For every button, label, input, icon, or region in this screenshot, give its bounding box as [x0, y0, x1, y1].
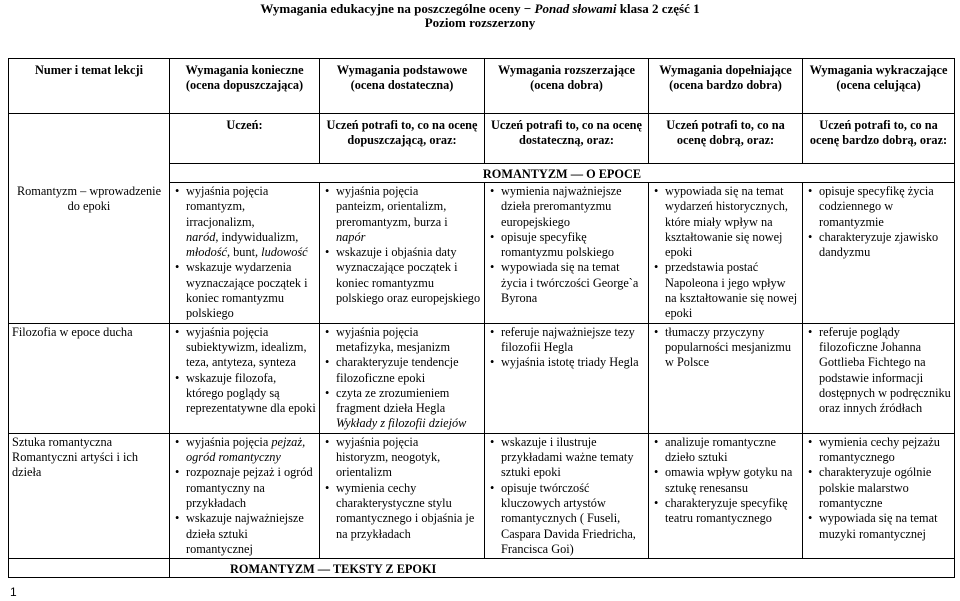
- subheader-extended: Uczeń potrafi to, co na ocenę dostateczną, oraz:: [485, 114, 649, 164]
- column-header-extended: Wymagania rozszerzające (ocena dobra): [485, 59, 649, 114]
- table-row: [9, 323, 955, 433]
- list-item: • przedstawia postać Napoleona i jego wpływ na kształtowanie się nowej epoki: [665, 260, 799, 321]
- cell-extended: [485, 433, 649, 558]
- section-banner-bottom: [9, 559, 955, 578]
- lesson-topic: Sztuka romantyczna Romantyczni artyści i ich dzieła: [9, 433, 170, 558]
- column-header-supplementary: Wymagania dopełniające (ocena bardzo dobra): [649, 59, 803, 114]
- subheader-empty: [9, 114, 170, 164]
- list-item: • wskazuje wydarzenia wyznaczające początek i koniec romantyzmu polskiego: [186, 260, 316, 321]
- list-item: • wymienia najważniejsze dzieła preromantyzmu europejskiego: [501, 184, 645, 230]
- subheader-supplementary: Uczeń potrafi to, co na ocenę dobrą, oraz:: [649, 114, 803, 164]
- column-header-row: [9, 59, 955, 114]
- list-item: • analizuje romantyczne dzieło sztuki: [665, 435, 799, 466]
- list-item: • wyjaśnia pojęcia pejzaż, ogród romantyczny: [186, 435, 316, 466]
- list-item: • wyjaśnia istotę triady Hegla: [501, 355, 645, 370]
- cell-beyond: [803, 323, 955, 433]
- cell-required: [170, 433, 320, 558]
- column-header-topic: Numer i temat lekcji: [9, 59, 170, 114]
- cell-supplementary: [649, 433, 803, 558]
- list-item: • wypowiada się na temat muzyki romantycznej: [819, 511, 951, 542]
- subheader-basic: Uczeń potrafi to, co na ocenę dopuszczającą, oraz:: [320, 114, 485, 164]
- lesson-topic: Romantyzm – wprowadzenie do epoki: [9, 183, 170, 324]
- cell-beyond: [803, 183, 955, 324]
- list-item: • wypowiada się na temat wydarzeń historycznych, które miały wpływ na kształtowanie się nowej epoki: [665, 184, 799, 260]
- list-item: • referuje najważniejsze tezy filozofii Hegla: [501, 325, 645, 356]
- requirements-table: [8, 58, 955, 578]
- document-title: Wymagania edukacyjne na poszczególne oceny − Ponad słowami klasa 2 część 1: [260, 1, 700, 16]
- cell-basic: [320, 323, 485, 433]
- subheader-required: Uczeń:: [170, 114, 320, 164]
- section-title-epoch: ROMANTYZM — O EPOCE: [170, 164, 955, 183]
- list-item: • opisuje specyfikę romantyzmu polskiego: [501, 230, 645, 261]
- list-item: • wyjaśnia pojęcia metafizyka, mesjanizm: [336, 325, 481, 356]
- list-item: • wskazuje najważniejsze dzieła sztuki romantycznej: [186, 511, 316, 557]
- list-item: • omawia wpływ gotyku na sztukę renesansu: [665, 465, 799, 496]
- list-item: • wyjaśnia pojęcia panteizm, orientalizm, preromantyzm, burza i napór: [336, 184, 481, 245]
- list-item: • opisuje twórczość kluczowych artystów romantycznych ( Fuseli, Caspara Davida Friedricha, Francisca Goi): [501, 481, 645, 557]
- list-item: • referuje poglądy filozoficzne Johanna Gottlieba Fichtego na podstawie informacji dostępnych w podręczniku oraz innych źródłach: [819, 325, 951, 417]
- document-level: Poziom rozszerzony: [424, 15, 536, 30]
- list-item: • charakteryzuje ogólnie polskie malarstwo romantyczne: [819, 465, 951, 511]
- list-item: • czyta ze zrozumieniem fragment dzieła Hegla Wykłady z filozofii dziejów: [336, 386, 481, 432]
- page-number: 1: [10, 585, 17, 599]
- cell-supplementary: [649, 183, 803, 324]
- table-row: [9, 433, 955, 558]
- cell-basic: [320, 433, 485, 558]
- column-header-required: Wymagania konieczne (ocena dopuszczająca): [170, 59, 320, 114]
- list-item: • charakteryzuje zjawisko dandyzmu: [819, 230, 951, 261]
- table-row: [9, 183, 955, 324]
- cell-extended: [485, 323, 649, 433]
- list-item: • wskazuje filozofa, którego poglądy są reprezentatywne dla epoki: [186, 371, 316, 417]
- subheader-beyond: Uczeń potrafi to, co na ocenę bardzo dobrą, oraz:: [803, 114, 955, 164]
- cell-beyond: [803, 433, 955, 558]
- list-item: • wyjaśnia pojęcia historyzm, neogotyk, orientalizm: [336, 435, 481, 481]
- list-item: • wskazuje i ilustruje przykładami ważne tematy sztuki epoki: [501, 435, 645, 481]
- subheader-row: [9, 114, 955, 164]
- list-item: • rozpoznaje pejzaż i ogród romantyczny na przykładach: [186, 465, 316, 511]
- list-item: • charakteryzuje tendencje filozoficzne epoki: [336, 355, 481, 386]
- list-item: • wyjaśnia pojęcia romantyzm, irracjonalizm, naród, indywidualizm, młodość, bunt, ludowość: [186, 184, 316, 260]
- column-header-beyond: Wymagania wykraczające (ocena celująca): [803, 59, 955, 114]
- list-item: • wymienia cechy charakterystyczne stylu romantycznego i objaśnia je na przykładach: [336, 481, 481, 542]
- section-title-texts: ROMANTYZM — TEKSTY Z EPOKI: [170, 559, 955, 578]
- list-item: • tłumaczy przyczyny popularności mesjanizmu w Polsce: [665, 325, 799, 371]
- cell-required: [170, 323, 320, 433]
- list-item: • wskazuje i objaśnia daty wyznaczające początek i koniec romantyzmu polskiego oraz europejskiego: [336, 245, 481, 306]
- cell-basic: [320, 183, 485, 324]
- list-item: • opisuje specyfikę życia codziennego w romantyzmie: [819, 184, 951, 230]
- cell-supplementary: [649, 323, 803, 433]
- cell-extended: [485, 183, 649, 324]
- column-header-basic: Wymagania podstawowe (ocena dostateczna): [320, 59, 485, 114]
- section-banner-top: [9, 164, 955, 183]
- cell-required: [170, 183, 320, 324]
- lesson-topic: Filozofia w epoce ducha: [9, 323, 170, 433]
- list-item: • wyjaśnia pojęcia subiektywizm, idealizm, teza, antyteza, synteza: [186, 325, 316, 371]
- list-item: • charakteryzuje specyfikę teatru romantycznego: [665, 496, 799, 527]
- list-item: • wypowiada się na temat życia i twórczości George`a Byrona: [501, 260, 645, 306]
- list-item: • wymienia cechy pejzażu romantycznego: [819, 435, 951, 466]
